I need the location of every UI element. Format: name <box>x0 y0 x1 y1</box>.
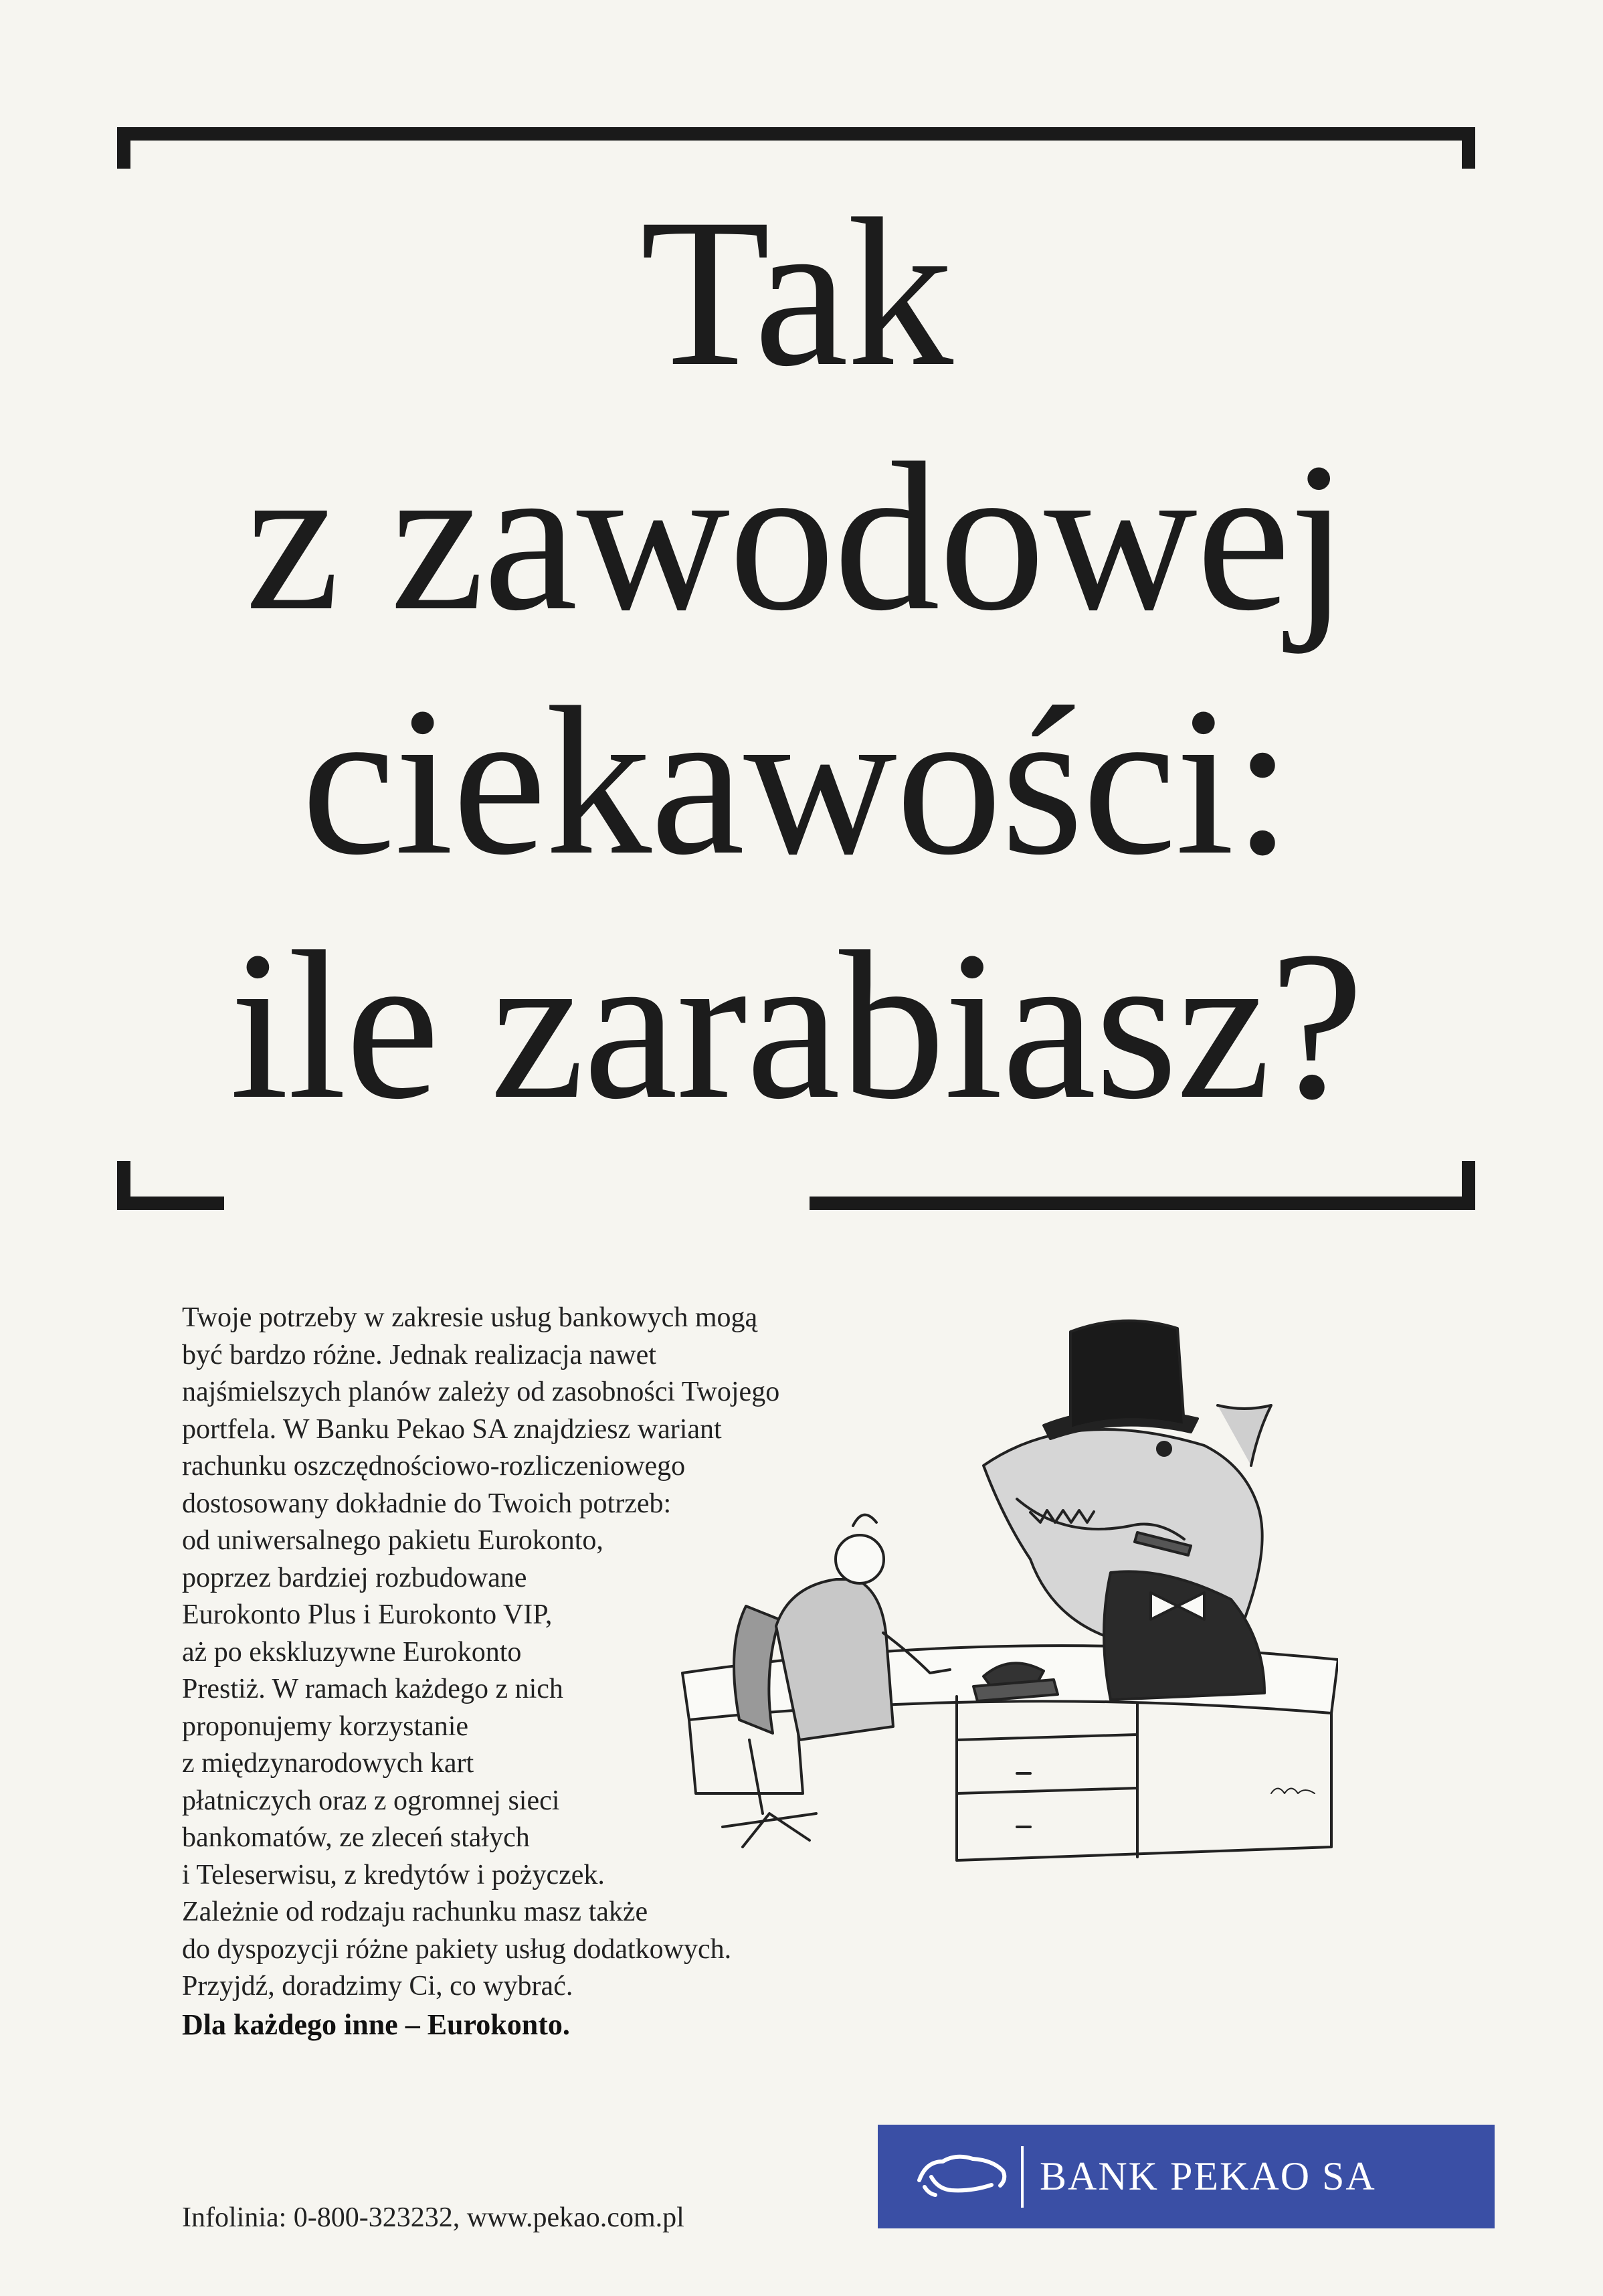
bank-logo <box>878 2125 1495 2228</box>
body-line: dostosowany dokładnie do Twoich potrzeb: <box>182 1488 672 1519</box>
bottom-bracket-left-tick <box>117 1161 130 1210</box>
body-line: Przyjdź, doradzimy Ci, co wybrać. <box>182 1971 573 2002</box>
body-line: Eurokonto Plus i Eurokonto VIP, <box>182 1599 553 1630</box>
headline <box>100 171 1492 1148</box>
headline-line-3: ciekawości: <box>301 663 1291 899</box>
body-line: od uniwersalnego pakietu Eurokonto, <box>182 1525 603 1556</box>
headline-line-2: z zawodowej <box>245 419 1347 654</box>
body-line: Zależnie od rodzaju rachunku masz także <box>182 1896 648 1927</box>
shark-banker-cartoon <box>669 1312 1338 1887</box>
bottom-bracket-left-line <box>117 1197 224 1210</box>
body-line: Prestiż. W ramach każdego z nich <box>182 1674 563 1704</box>
body-line: być bardzo różne. Jednak realizacja nawet <box>182 1339 656 1371</box>
body-line: rachunku oszczędnościowo-rozliczeniowego <box>182 1451 686 1482</box>
logo-separator <box>1021 2146 1024 2208</box>
body-line: i Teleserwisu, z kredytów i pożyczek. <box>182 1859 605 1890</box>
body-line: poprzez bardziej rozbudowane <box>182 1562 527 1593</box>
infoline: Infolinia: 0-800-323232, www.pekao.com.pl <box>182 2202 684 2233</box>
body-line: portfela. W Banku Pekao SA znajdziesz wariant <box>182 1413 722 1445</box>
tagline: Dla każdego inne – Eurokonto. <box>182 2008 570 2041</box>
top-bracket-right-tick <box>1462 127 1475 169</box>
headline-line-1: Tak <box>640 175 953 410</box>
body-line: najśmielszych planów zależy od zasobności Twojego <box>182 1377 780 1407</box>
bison-icon <box>913 2150 1013 2204</box>
bottom-bracket-right-line <box>810 1197 1475 1210</box>
bottom-bracket-right-tick <box>1462 1161 1475 1210</box>
headline-line-4: ile zarabiasz? <box>229 907 1363 1143</box>
body-line: bankomatów, ze zleceń stałych <box>182 1822 530 1853</box>
body-line: aż po ekskluzywne Eurokonto <box>182 1636 522 1668</box>
logo-text: BANK PEKAO SA <box>1040 2154 1376 2198</box>
body-line: płatniczych oraz z ogromnej sieci <box>182 1785 560 1816</box>
body-line: do dyspozycji różne pakiety usług dodatkowych. <box>182 1933 732 1965</box>
top-bracket-left-tick <box>117 127 130 169</box>
body-line: proponujemy korzystanie <box>182 1710 469 1742</box>
top-bracket-line <box>117 127 1475 141</box>
body-line: Twoje potrzeby w zakresie usług bankowych mogą <box>182 1302 758 1333</box>
body-line: z międzynarodowych kart <box>182 1748 474 1779</box>
